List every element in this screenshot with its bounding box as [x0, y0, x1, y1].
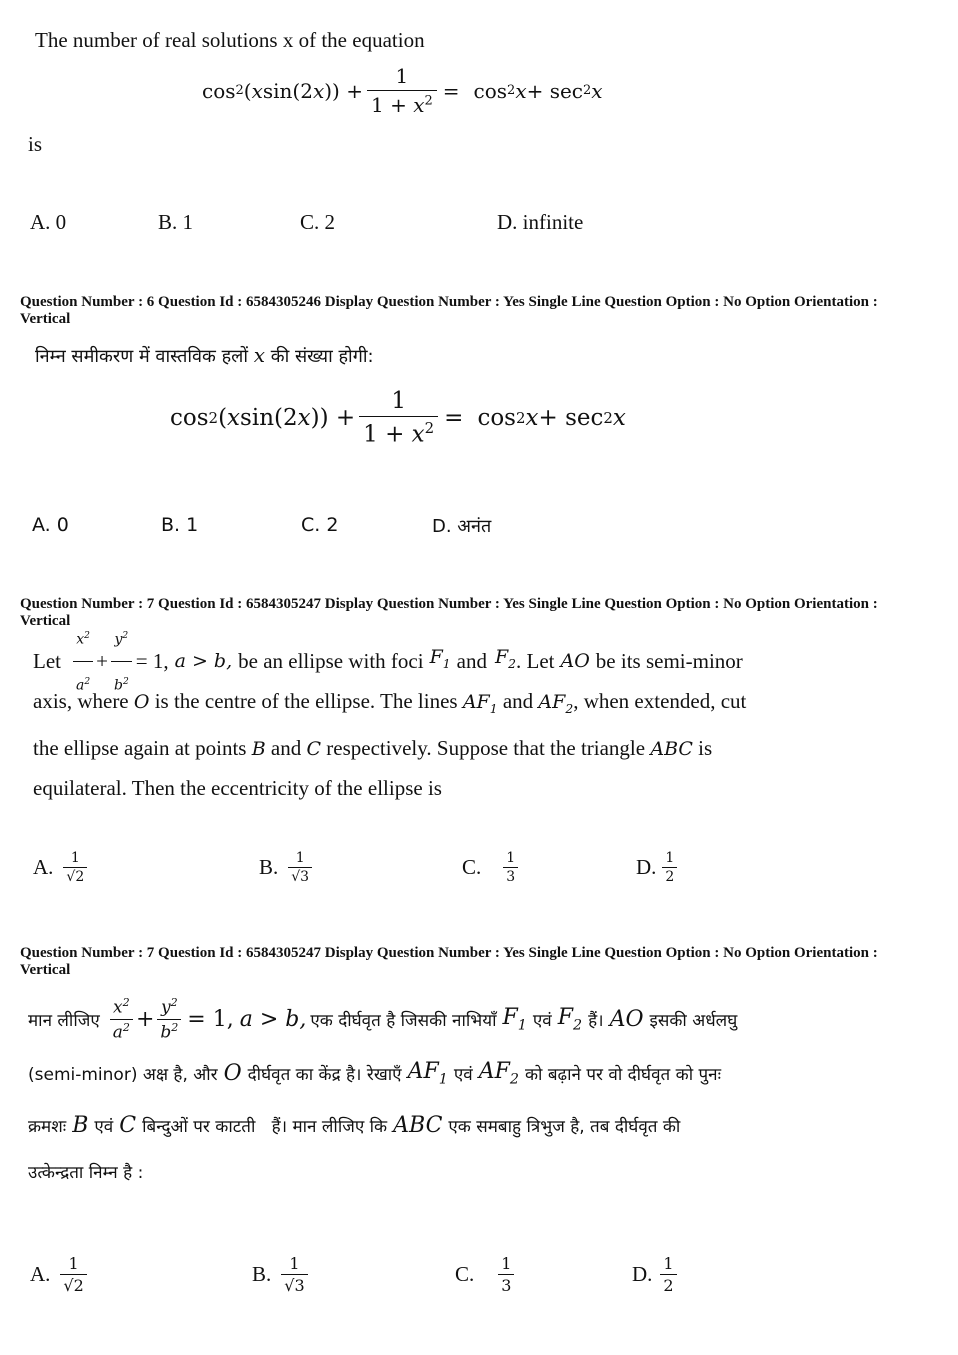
frac-den: [110, 1019, 133, 1043]
frac-num: [112, 617, 132, 661]
q7-hi-l2a: (semi-minor) अक्ष है, और: [28, 1064, 218, 1085]
var: AF: [407, 1058, 439, 1084]
eq-var: x: [525, 404, 539, 431]
q7-af2: [538, 691, 574, 716]
q6-option-d[interactable]: D. अनंत: [432, 516, 492, 537]
q7-hi-eq1: = 1,: [187, 1006, 234, 1032]
q7-hi-l3b: बिन्दुओं पर काटती हैं। मान लीजिए कि: [142, 1116, 388, 1137]
frac-sup: 2: [122, 1020, 130, 1034]
eq-var: x: [411, 421, 425, 448]
eq-sup: 2: [507, 83, 516, 98]
q7-af1: [462, 691, 498, 716]
eq-sup: 2: [424, 419, 435, 437]
eq-sup: 2: [516, 408, 526, 427]
frac-num: 1: [506, 850, 516, 866]
q7-en-line4: equilateral. Then the eccentricity of the ellipse is: [33, 775, 442, 800]
q7-f2: [495, 638, 516, 684]
frac-var: b: [160, 1022, 172, 1043]
sub: 2: [508, 656, 516, 671]
q7-and: and: [456, 648, 487, 673]
q7-hi-option-c[interactable]: [455, 1254, 514, 1295]
q7-l2b: is the centre of the ellipse. The lines: [154, 689, 458, 713]
option-label: C.: [462, 855, 482, 879]
frac-den: √2: [60, 1274, 86, 1295]
eq-var: x: [591, 78, 603, 103]
frac-num: 1: [501, 1254, 512, 1273]
frac-den: √3: [281, 1274, 307, 1295]
q7-f1: [430, 638, 451, 684]
q7-hi-abc: ABC: [393, 1112, 443, 1138]
sub: 1: [517, 1017, 527, 1034]
q7-and: and: [502, 689, 534, 713]
q7-hi-l1b: एक दीर्घवृत है जिसकी नाभियाँ: [310, 1010, 497, 1031]
eq-sup: 2: [603, 408, 613, 427]
q7-hi-o: O: [223, 1060, 242, 1086]
q6-option-c[interactable]: C. 2: [301, 514, 339, 536]
eq-cos: cos: [170, 404, 209, 431]
frac-num: 1: [663, 1254, 674, 1273]
frac-den: 3: [498, 1274, 514, 1295]
var: AF: [538, 691, 566, 713]
frac-sup: 2: [122, 630, 129, 641]
option-fraction: [288, 850, 312, 885]
frac-var: b: [113, 677, 123, 694]
frac-num: 1: [289, 1254, 300, 1273]
q5-option-b[interactable]: B. 1: [158, 210, 194, 234]
frac-den: √3: [288, 867, 312, 885]
frac-num: 1: [68, 1254, 79, 1273]
option-fraction: [662, 850, 677, 885]
q7-hi-option-a[interactable]: [30, 1254, 87, 1295]
q7-l2a: axis, where: [33, 689, 129, 713]
frac-num: [110, 996, 133, 1019]
option-label: B.: [252, 1262, 272, 1286]
q7-en-line1: [33, 630, 833, 694]
q5-option-c[interactable]: C. 2: [300, 210, 336, 234]
eq-den-a: 1 +: [363, 421, 412, 448]
q7-hi-l1a: मान लीजिए: [28, 1010, 100, 1031]
q7-ao: AO: [560, 649, 590, 672]
q6-hi-intro-a: निम्न समीकरण में वास्तविक हलों: [35, 346, 249, 367]
q7-hi-l1c: हैं।: [588, 1010, 604, 1031]
eq-cos: cos: [477, 404, 516, 431]
option-label: A.: [30, 1262, 51, 1286]
q6-hi-intro-b: की संख्या होगी:: [270, 346, 374, 367]
sub: 1: [438, 1071, 448, 1088]
q5-equation: [202, 64, 603, 117]
var: F: [502, 1004, 518, 1030]
eq-fraction: [359, 388, 438, 448]
option-label: D.: [632, 1262, 653, 1286]
q7-hi-l3a: क्रमशः: [28, 1116, 67, 1137]
option-fraction: [660, 1254, 676, 1295]
q7-o: O: [133, 691, 150, 713]
eq-var: x: [612, 404, 626, 431]
eq-var: x: [251, 78, 263, 103]
q5-option-a[interactable]: A. 0: [30, 210, 67, 234]
q7-en-option-c[interactable]: [462, 850, 518, 885]
q7-en-option-a[interactable]: [33, 850, 87, 885]
q7-hi-evam: एवं: [453, 1064, 473, 1085]
eq-den-a: 1 +: [370, 93, 414, 117]
q7-hi-plus: +: [135, 1006, 155, 1032]
eq-fraction: [367, 64, 437, 117]
eq-sin: sin(2: [262, 78, 313, 103]
eq-paren: (: [218, 404, 228, 431]
q5-intro: [35, 28, 425, 53]
q7-l2c: , when extended, cut: [573, 689, 747, 713]
eq-sup: 2: [583, 83, 592, 98]
q7-l1b: . Let: [516, 648, 555, 673]
eq-sin: sin(2: [240, 404, 298, 431]
option-label: B.: [259, 855, 279, 879]
eq-num: 1: [395, 64, 409, 88]
frac-num: 1: [295, 850, 305, 866]
frac-sup: 2: [122, 676, 129, 687]
frac-sup: 2: [170, 995, 178, 1009]
q5-option-d[interactable]: D. infinite: [497, 210, 584, 234]
var: F: [494, 646, 509, 669]
eq-close: )) +: [324, 78, 363, 103]
q7-meta: Question Number : 7 Question Id : 6584305247 Display Question Number : Yes Single Line Question Option : No Option Orientation : Vertical: [20, 596, 878, 629]
q7-hi-line2: [28, 1045, 828, 1101]
eq-sec: + sec: [526, 78, 584, 103]
sub: 1: [489, 701, 498, 716]
var: F: [557, 1004, 573, 1030]
q7-b: B: [251, 737, 266, 760]
frac-var: a: [75, 677, 85, 694]
eq-close: )) +: [310, 404, 356, 431]
q7-hi-agtb: a > b,: [239, 1006, 307, 1032]
option-fraction: [498, 1254, 514, 1295]
q7-hi-option-d[interactable]: [632, 1254, 677, 1295]
q7-en-text: [33, 630, 833, 808]
eq-equals: =: [442, 78, 460, 103]
option-fraction: [63, 850, 87, 885]
eq-den: [367, 90, 437, 117]
q7-hi-af1: [408, 1059, 448, 1087]
option-label: A.: [33, 855, 54, 879]
q6-hi-intro: [35, 343, 374, 368]
frac-sup: 2: [84, 630, 90, 641]
q6-option-a[interactable]: A. 0: [32, 514, 69, 536]
frac-var: a: [112, 1022, 123, 1043]
q6-hi-var: x: [253, 343, 266, 367]
q7-hi-l1d: इसकी अर्धलघु: [649, 1010, 738, 1031]
option-fraction: [281, 1254, 307, 1295]
eq-var: x: [227, 404, 241, 431]
q7-hi-meta: Question Number : 7 Question Id : 6584305247 Display Question Number : Yes Single Line Question Option : No Option Orientation : Vertical: [20, 945, 878, 978]
eq-sup: 2: [235, 83, 244, 98]
q7-hi-l2c: को बढ़ाने पर वो दीर्घवृत को पुनः: [524, 1064, 722, 1085]
q7-hi-b: B: [72, 1112, 89, 1138]
eq-var: x: [312, 78, 325, 103]
eq-sup: 2: [208, 408, 219, 427]
frac-den: 2: [662, 867, 677, 885]
eq-paren: (: [243, 78, 252, 103]
eq-var: x: [297, 404, 311, 431]
q7-is: is: [698, 735, 713, 760]
frac-num: 1: [665, 850, 675, 866]
eq-equals: =: [444, 404, 464, 431]
q7-en-line2: [33, 682, 833, 729]
q5-tail: is: [28, 132, 43, 156]
q7-hi-af2: [479, 1059, 519, 1087]
option-fraction: [503, 850, 518, 885]
var: AF: [478, 1058, 510, 1084]
q7-hi-frac-y: [157, 996, 181, 1042]
sub: 2: [565, 701, 574, 716]
q7-en-line3: [33, 729, 833, 769]
q5-intro-text: The number of real solutions x of the equation: [35, 28, 425, 52]
frac-den: 3: [503, 867, 518, 885]
frac-sup: 2: [84, 676, 91, 687]
q7-hi-option-b[interactable]: [252, 1254, 308, 1295]
q7-hi-l2b: दीर्घवृत का केंद्र है। रेखाएँ: [247, 1064, 402, 1085]
option-label: C.: [455, 1262, 475, 1286]
frac-den: √2: [63, 867, 87, 885]
frac-sup: 2: [171, 1020, 179, 1034]
q7-hi-evam: एवं: [532, 1010, 552, 1031]
q7-l3b: respectively. Suppose that the triangle: [326, 735, 646, 760]
frac-var: x: [76, 631, 85, 648]
q7-hi-f2: [558, 1005, 582, 1033]
frac-var: y: [114, 631, 123, 648]
frac-var: x: [113, 997, 123, 1018]
option-label: D.: [636, 855, 657, 879]
eq-var: x: [413, 93, 425, 117]
q7-plus: +: [96, 648, 108, 673]
q7-eq1: = 1,: [135, 648, 169, 673]
option-fraction: [60, 1254, 86, 1295]
q7-hi-line1: [28, 993, 828, 1045]
frac-num: [73, 617, 93, 661]
q7-abc: ABC: [650, 737, 693, 760]
q7-hi-line4: उत्केन्द्रता निम्न है :: [28, 1162, 144, 1183]
eq-cos: cos: [202, 78, 236, 103]
q7-hi-line3: [28, 1101, 828, 1149]
q7-en-option-b[interactable]: [259, 850, 312, 885]
q7-l1a: be an ellipse with foci: [238, 648, 424, 673]
frac-var: y: [161, 997, 171, 1018]
q7-hi-text: [28, 993, 828, 1193]
q7-let: Let: [33, 648, 61, 673]
var: AF: [462, 691, 490, 713]
q7-hi-evam: एवं: [94, 1116, 114, 1137]
frac-num: 1: [70, 850, 80, 866]
q7-hi-ao: AO: [609, 1006, 644, 1032]
eq-num: 1: [391, 388, 406, 414]
sub: 2: [509, 1071, 519, 1088]
q6-meta: Question Number : 6 Question Id : 6584305246 Display Question Number : Yes Single Line Question Option : No Option Orientation : Vertical: [20, 294, 878, 327]
frac-sup: 2: [122, 995, 130, 1009]
q7-agtb: a > b,: [174, 649, 233, 672]
q7-en-option-d[interactable]: [636, 850, 677, 885]
frac-den: [157, 1019, 181, 1043]
var: F: [429, 646, 443, 669]
q7-hi-frac-x: [110, 996, 133, 1042]
eq-den: [359, 416, 438, 448]
q6-option-b[interactable]: B. 1: [161, 514, 199, 536]
q6-equation: [170, 388, 626, 448]
q7-hi-l3c: एक समबाहु त्रिभुज है, तब दीर्घवृत की: [448, 1116, 681, 1137]
eq-sec: + sec: [538, 404, 604, 431]
q7-l3a: the ellipse again at points: [33, 735, 247, 760]
q7-hi-f1: [503, 1005, 527, 1033]
eq-cos: cos: [473, 78, 508, 103]
eq-var: x: [515, 78, 527, 103]
q7-l1c: be its semi-minor: [595, 648, 743, 673]
sub: 1: [442, 656, 451, 671]
q7-c: C: [306, 737, 322, 760]
frac-num: [158, 996, 181, 1019]
q7-hi-c: C: [119, 1112, 137, 1138]
frac-den: 2: [660, 1274, 676, 1295]
eq-sup: 2: [424, 93, 433, 109]
q7-and: and: [270, 735, 302, 760]
sub: 2: [573, 1017, 583, 1034]
